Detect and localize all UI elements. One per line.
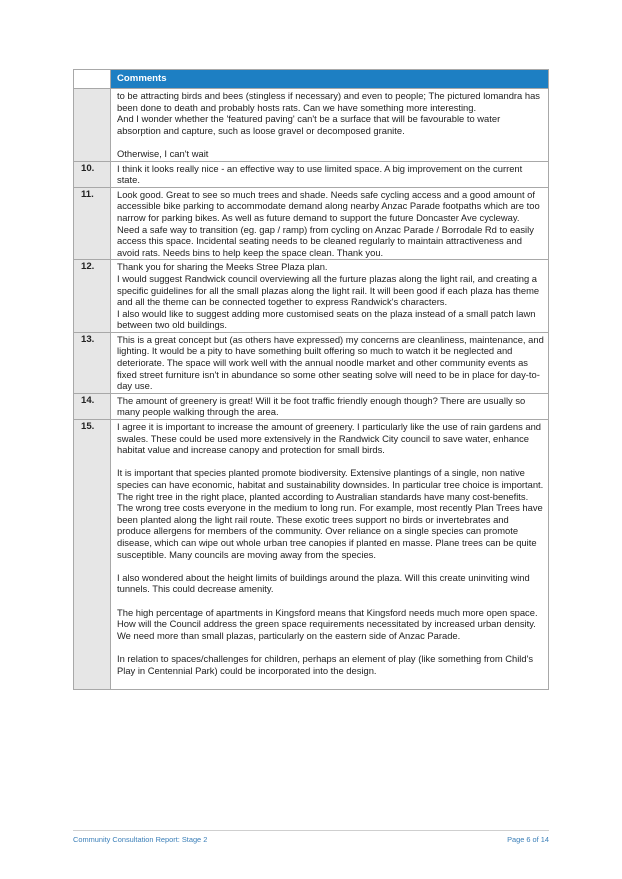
comment-paragraph: to be attracting birds and bees (stingless if necessary) and even to people; The pictured lomandra has been done to death and probably hosts rats. Can we have something more interesting. [117, 90, 540, 113]
comment-text [111, 333, 548, 393]
comment-number: 14. [74, 394, 111, 419]
comment-text [111, 420, 548, 689]
comment-number: 12. [74, 260, 111, 332]
paragraph-gap [117, 456, 544, 468]
comment-paragraph: And I wonder whether the 'featured paving' can't be a surface that will be favourable to water absorption and capture, such as loose gravel or decomposed granite. [117, 113, 501, 136]
comment-paragraph: It is important that species planted promote biodiversity. Extensive plantings of a single, non native species can have economic, habitat and sustainability downsides. In particular tree choice is important. The right tree in the right place, planted according to Australian standards have many cost-benefits. The wrong tree costs everyone in the medium to long run. For example, most recently Plan Trees have been planted along the light rail route. These exotic trees support no birds or invertebrates and produce allergens for members of the community. Over reliance on a single species can promote disease, which can wipe out whole urban tree canopies if planted en masse. Plane trees can be quite susceptible. Many councils are moving away from the species. [117, 467, 544, 560]
footer-page-number: Page 6 of 14 [507, 835, 549, 844]
footer-divider [73, 830, 549, 831]
paragraph-gap [117, 560, 544, 572]
comment-paragraph: I think it looks really nice - an effective way to use limited space. A big improvement on the current state. [117, 162, 523, 186]
comments-table [73, 69, 549, 690]
paragraph-gap [117, 136, 544, 148]
comment-paragraph: This is a great concept but (as others have expressed) my concerns are cleanliness, maintenance, and lighting. It would be a pity to have something built offering so much to watch it be neglected and deteriorate. The space will work well with the annual noodle market and other community events as fixed street furniture isn't in abundance so some other seating solve will need to be in place for day-to-day use. [117, 333, 544, 392]
comment-text [111, 394, 548, 419]
comment-paragraph: Look good. Great to see so much trees and shade. Needs safe cycling access and a good amount of accessible bike parking to accommodate demand along nearby Anzac Parade footpaths which are too narrow for parking bikes. As well as future demand to support the future Doncaster Ave cycleway. Need a safe way to transition (eg. gap / ramp) from cycling on Anzac Parade / Borrodale Rd to easily access this space. Incidental seating needs to be cleaned regularly to maintain attractiveness and avoid rats. Needs bins to help keep the space clean. Thank you. [117, 188, 540, 258]
comment-text [111, 260, 548, 332]
table-row [74, 259, 548, 332]
paragraph-gap [117, 595, 544, 607]
comment-paragraph: Thank you for sharing the Meeks Stree Plaza plan. [117, 261, 328, 273]
table-row [74, 332, 548, 393]
comment-paragraph: In relation to spaces/challenges for children, perhaps an element of play (like something from Child's Play in Centennial Park) could be incorporated into the design. [117, 652, 534, 676]
comment-number: 11. [74, 188, 111, 260]
comment-paragraph: The amount of greenery is great! Will it be foot traffic friendly enough though? There are usually so many people walking through the area. [117, 394, 526, 418]
comment-paragraph: The high percentage of apartments in Kingsford means that Kingsford needs much more open space. How will the Council address the green space requirements necessitated by increased urban density. We need more than small plazas, particularly on the eastern side of Anzac Parade. [117, 606, 538, 641]
comment-paragraph: I would suggest Randwick council overviewing all the furture plazas along the light rail, and creating a specific guidelines for all the small plazas along the light rail. It will been good if each plaza has theme and all the theme can be connected together to express Randwick's characters. [117, 272, 540, 308]
comment-paragraph: I also wondered about the height limits of buildings around the plaza. Will this create uninviting wind tunnels. This could decrease amenity. [117, 571, 530, 595]
table-row [74, 419, 548, 689]
comment-text [111, 188, 548, 260]
comment-number: 13. [74, 333, 111, 393]
table-body [74, 88, 548, 689]
header-number-cell [74, 70, 111, 88]
comment-text [111, 162, 548, 187]
footer-report-title: Community Consultation Report: Stage 2 [73, 835, 208, 844]
comment-text [111, 89, 548, 161]
paragraph-gap [117, 676, 544, 688]
comment-number: 10. [74, 162, 111, 187]
paragraph-gap [117, 641, 544, 653]
table-row [74, 88, 548, 161]
table-row [74, 393, 548, 419]
comment-paragraph: I agree it is important to increase the amount of greenery. I particularly like the use of rain gardens and swales. These could be used more extensively in the Randwick City council to save water, enhance habitat value and increase canopy and protection for small birds. [117, 421, 542, 456]
table-row [74, 161, 548, 187]
comment-paragraph: Otherwise, I can't wait [117, 147, 209, 159]
comment-number: 15. [74, 420, 111, 689]
comment-paragraph: I also would like to suggest adding more customised seats on the plaza instead of a small patch lawn between two old buildings. [117, 307, 536, 331]
table-header-row [74, 70, 548, 88]
comment-number [74, 89, 111, 161]
comments-column-header: Comments [111, 70, 548, 88]
table-row [74, 187, 548, 260]
